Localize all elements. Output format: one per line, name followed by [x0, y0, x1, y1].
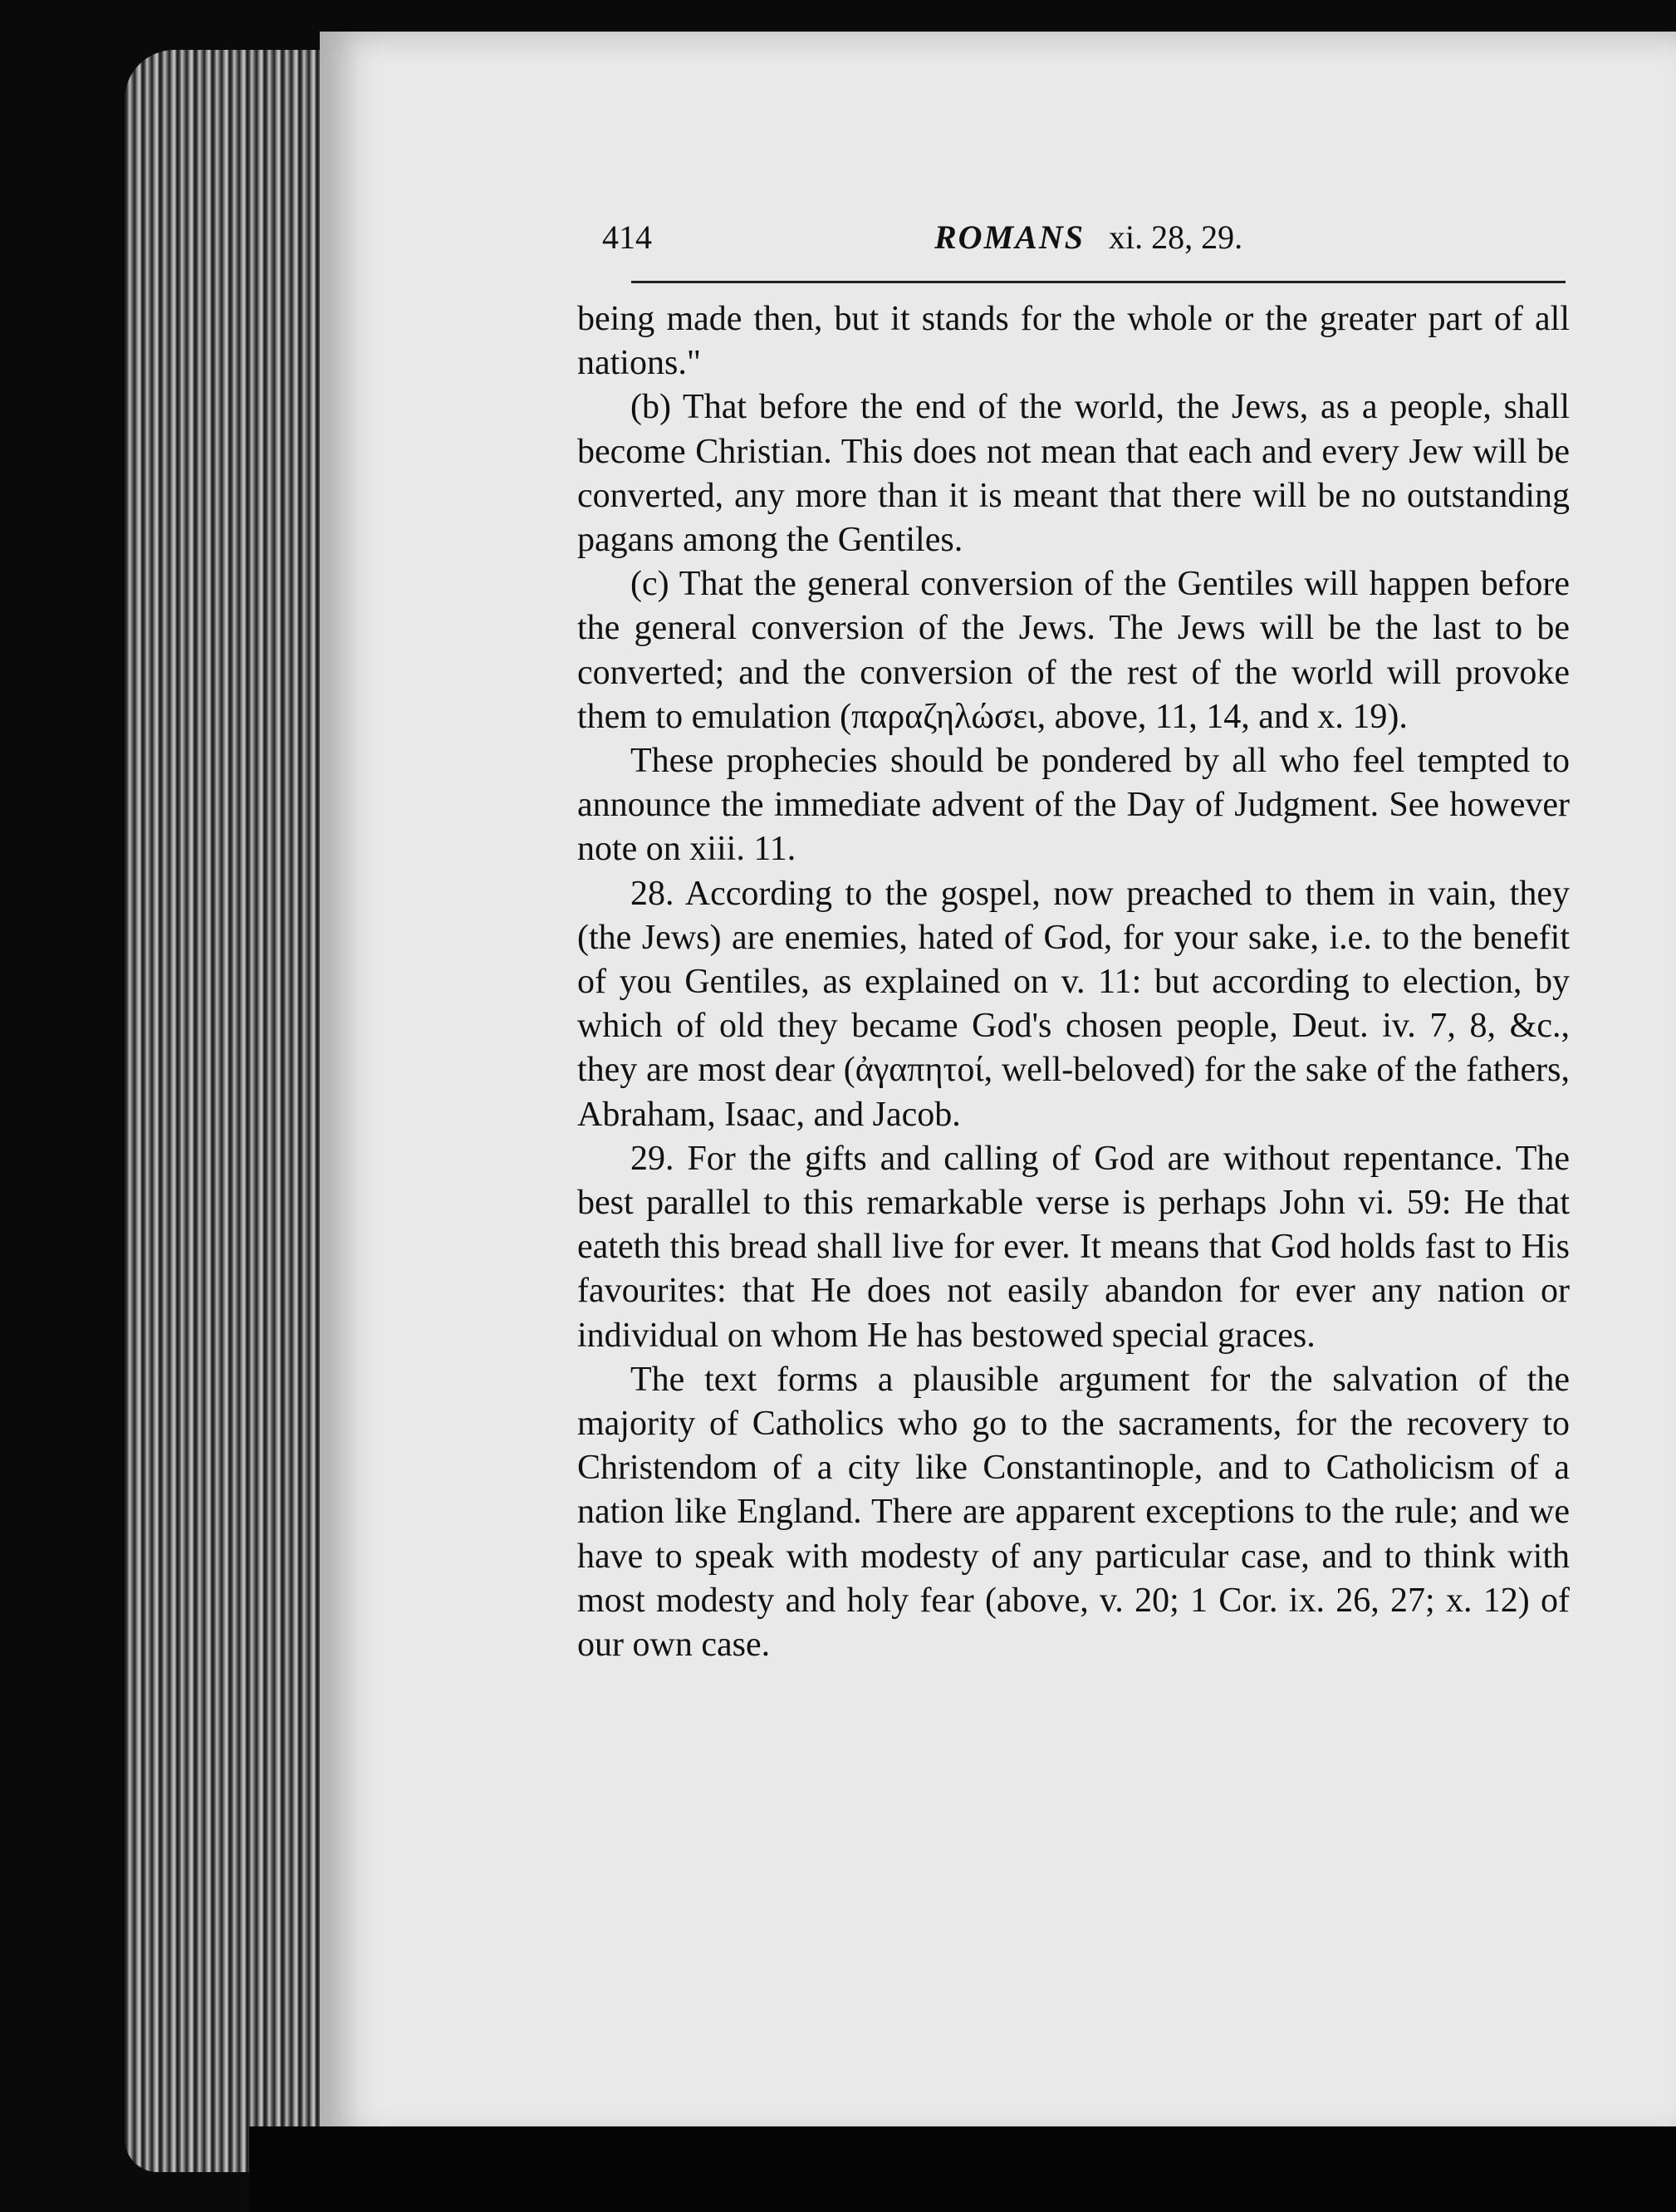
scan-shadow: [249, 2126, 1676, 2212]
chapter-verse-reference: xi. 28, 29.: [1109, 218, 1243, 256]
paragraph: being made then, but it stands for the whole or the greater part of all nations.": [577, 300, 1570, 383]
paragraph: The text forms a plausible argument for the salvation of the majority of Catholics who go to the sacraments, for the recovery to Christendom of a city like Constantinople, and to Catholicism of a nation like England. There are apparent exceptions to the rule; and we have to speak with modesty of any particular case, and to think with most modesty and holy fear (above, v. 20; 1 Cor. ix. 26, 27; x. 12) of our own case.: [577, 1360, 1570, 1665]
paragraph: (c) That the general conversion of the Gentiles will happen before the general conversion of the Jews. The Jews will be the last to be converted; and the conversion of the rest of the world will provoke them to emulation (παραζηλώσει, above, 11, 14, and x. 19).: [577, 565, 1570, 736]
running-head: [602, 218, 1566, 264]
paragraph: These prophecies should be pondered by all who feel tempted to announce the immediate advent of the Day of Judgment. See however note on xiii. 11.: [577, 742, 1570, 869]
header-rule: [631, 281, 1566, 283]
book-page-edges: [125, 50, 332, 2172]
body-text: [577, 297, 1570, 1667]
page-number: 414: [602, 218, 652, 256]
paragraph: (b) That before the end of the world, the Jews, as a people, shall become Christian. This does not mean that each and every Jew will be converted, any more than it is meant that there will be no outstanding pagans among the Gentiles.: [577, 388, 1570, 560]
paragraph: 28. According to the gospel, now preached to them in vain, they (the Jews) are enemies, hated of God, for your sake, i.e. to the benefit of you Gentiles, as explained on v. 11: but according to election, by which of old they became God's chosen people, Deut. iv. 7, 8, &c., they are most dear (ἀγαπητοί, well-beloved) for the sake of the fathers, Abraham, Isaac, and Jacob.: [577, 874, 1570, 1134]
paragraph: 29. For the gifts and calling of God are without repentance. The best parallel to this remarkable verse is perhaps John vi. 59: He that eateth this bread shall live for ever. It means that God holds fast to His favourites: that He does not easily abandon for ever any nation or individual on whom He has bestowed special graces.: [577, 1139, 1570, 1355]
running-title: ROMANS: [934, 218, 1085, 256]
